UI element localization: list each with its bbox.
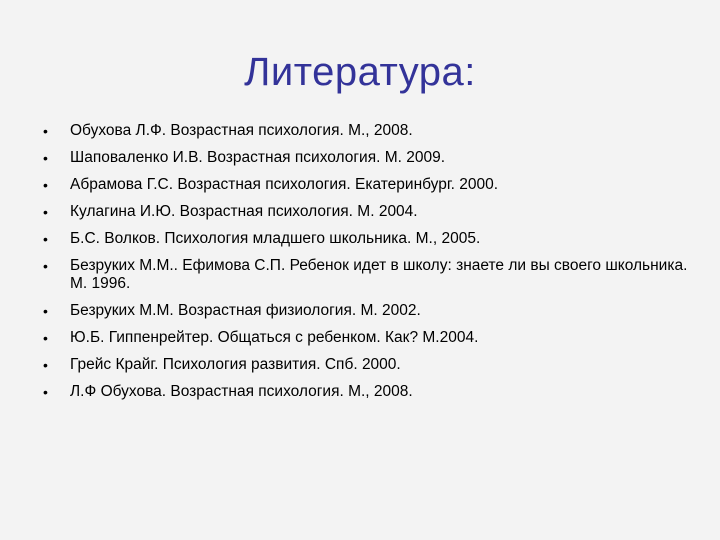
list-item — [40, 329, 690, 347]
bullet-icon: • — [43, 330, 48, 346]
list-item — [40, 122, 690, 140]
bullet-icon: • — [43, 123, 48, 139]
bullet-icon: • — [43, 177, 48, 193]
list-item-text: Кулагина И.Ю. Возрастная психология. М. 2004. — [70, 203, 418, 220]
list-item-text: Шаповаленко И.В. Возрастная психология. М. 2009. — [70, 149, 446, 166]
slide-title: Литература: — [244, 50, 476, 94]
list-item-text: Ю.Б. Гиппенрейтер. Общаться с ребенком. Как? М.2004. — [70, 329, 479, 346]
bullet-icon: • — [43, 303, 48, 319]
bullet-icon: • — [43, 384, 48, 400]
bullet-icon: • — [43, 258, 48, 274]
list-item — [40, 230, 690, 248]
bullet-icon: • — [43, 231, 48, 247]
list-item-text: Л.Ф Обухова. Возрастная психология. М., 2008. — [70, 383, 413, 400]
bullet-icon: • — [43, 357, 48, 373]
list-item — [40, 383, 690, 401]
list-item — [40, 302, 690, 320]
list-item-text: Обухова Л.Ф. Возрастная психология. М., 2008. — [70, 122, 413, 139]
list-item — [40, 149, 690, 167]
list-item — [40, 176, 690, 194]
list-item-text: Грейс Крайг. Психология развития. Спб. 2000. — [70, 356, 401, 373]
list-item — [40, 257, 690, 293]
list-item-text: Абрамова Г.С. Возрастная психология. Екатеринбург. 2000. — [70, 176, 499, 193]
bibliography-list — [40, 122, 690, 410]
list-item — [40, 356, 690, 374]
bullet-icon: • — [43, 204, 48, 220]
list-item — [40, 203, 690, 221]
list-item-text: Безруких М.М.. Ефимова С.П. Ребенок идет в школу: знаете ли вы своего школьника. М. 1996. — [70, 257, 688, 292]
list-item-text: Безруких М.М. Возрастная физиология. М. 2002. — [70, 302, 421, 319]
list-item-text: Б.С. Волков. Психология младшего школьника. М., 2005. — [70, 230, 481, 247]
bullet-icon: • — [43, 150, 48, 166]
